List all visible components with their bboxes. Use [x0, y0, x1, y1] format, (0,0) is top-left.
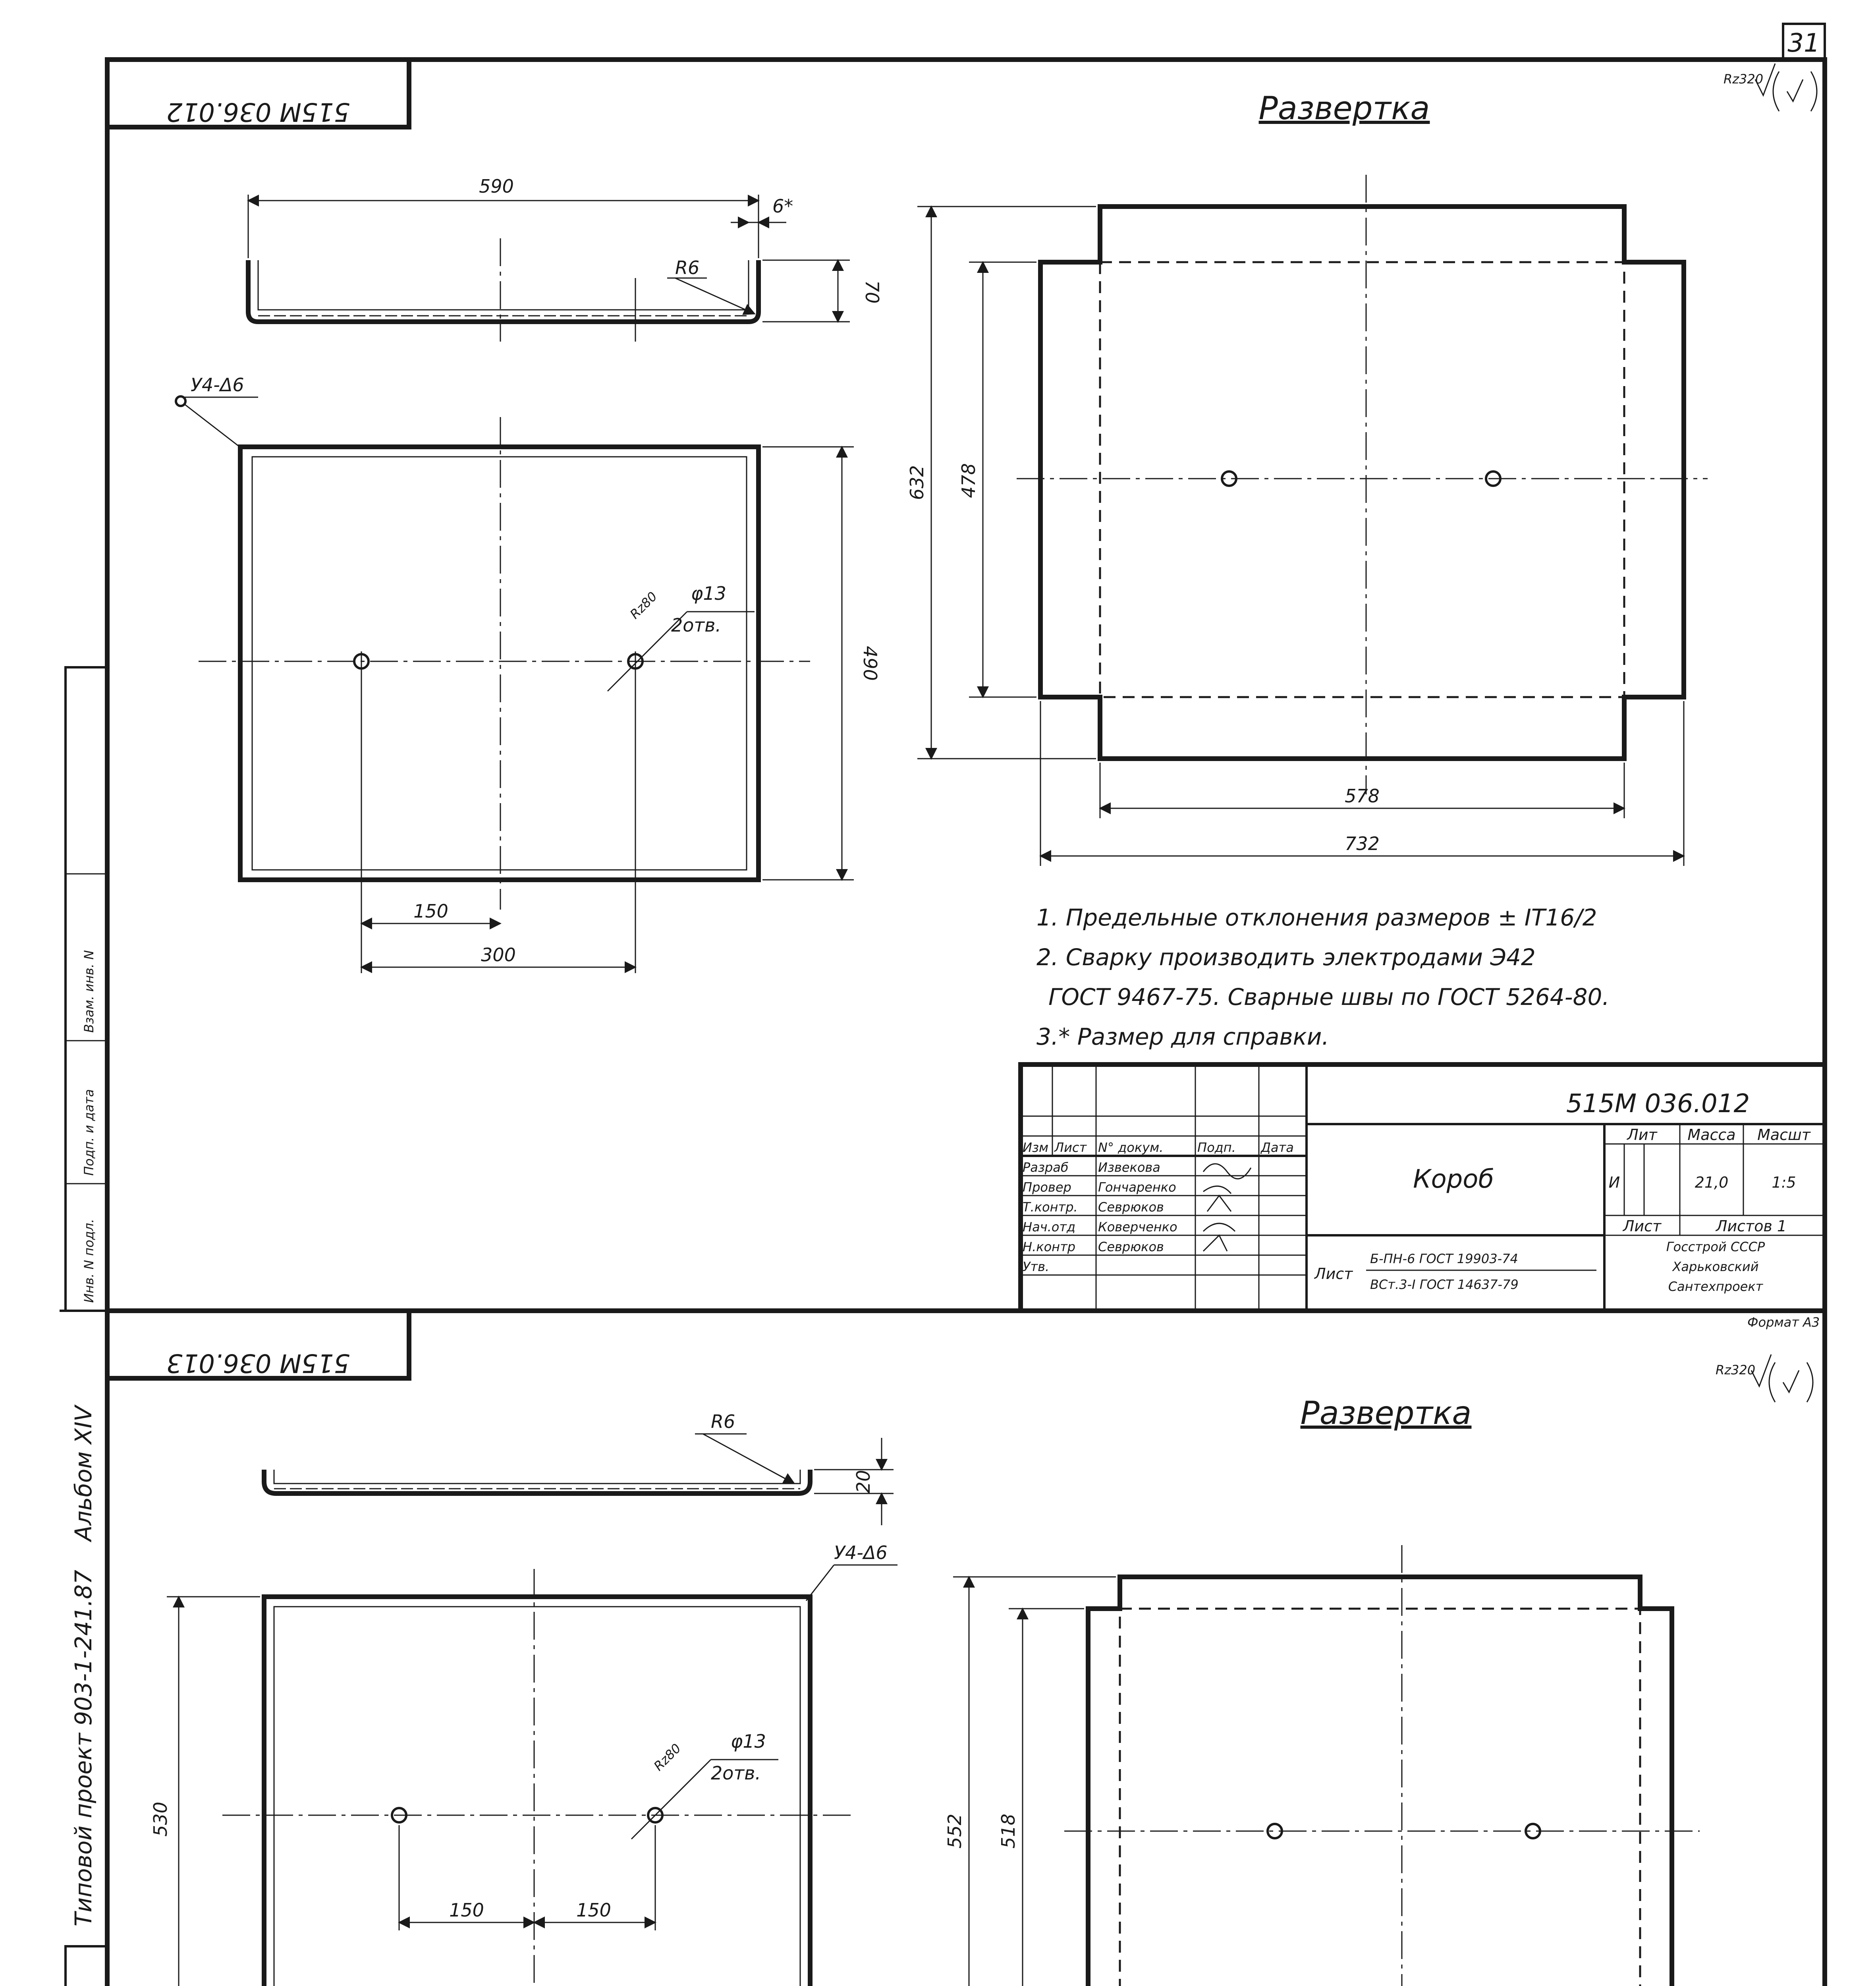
- tb1-scale-hdr: Масшт: [1757, 1126, 1810, 1144]
- tb1-format: Формат А3: [1747, 1315, 1820, 1330]
- tb1-code: 515М 036.012: [1566, 1089, 1750, 1119]
- tb1-r4a: Нач.отд: [1023, 1219, 1076, 1234]
- phi13-2: φ13: [731, 1731, 766, 1752]
- weld-2: У4-Δ6: [834, 1542, 888, 1563]
- title-block-1: [1021, 1064, 1825, 1330]
- note1-2: ГОСТ 9467-75. Сварные швы по ГОСТ 5264-80.: [1048, 983, 1610, 1010]
- tb1-r3b: Севрюков: [1098, 1200, 1164, 1215]
- dim-632: 632: [906, 465, 928, 500]
- holes-2: 2отв.: [711, 1762, 761, 1784]
- tb1-mat2: ВСт.3-I ГОСТ 14637-79: [1370, 1277, 1519, 1292]
- tb1-scale: 1:5: [1772, 1174, 1796, 1191]
- tb1-h4: Дата: [1261, 1140, 1294, 1155]
- rz80-2: Rz80: [650, 1741, 684, 1774]
- dim-552: 552: [944, 1814, 965, 1849]
- tb1-sheets-hdr: Листов 1: [1716, 1217, 1787, 1235]
- tb1-mat-label: Лист: [1314, 1265, 1353, 1283]
- weld-1: У4-Δ6: [191, 374, 244, 396]
- tb1-r2a: Провер: [1023, 1180, 1071, 1195]
- frame-side-view-2: [264, 1434, 894, 1525]
- tb1-r4b: Коверченко: [1098, 1219, 1177, 1234]
- tb1-h1: Лист: [1054, 1140, 1087, 1155]
- album-label: Альбом XIV: [70, 1406, 97, 1541]
- dim-70: 70: [861, 280, 883, 304]
- dim-530: 530: [150, 1802, 171, 1837]
- tray-plan-view-1: [176, 396, 854, 973]
- code-mirrored-1: 515М 036.012: [166, 97, 350, 126]
- dim-478: 478: [958, 463, 979, 498]
- signatures-1: [1203, 1164, 1251, 1251]
- dim-R6-1: R6: [675, 257, 700, 278]
- dim-20: 20: [853, 1470, 874, 1493]
- tb1-r2b: Гончаренко: [1098, 1180, 1176, 1195]
- phi13-1: φ13: [691, 583, 726, 604]
- tb1-org3: Сантехпроект: [1668, 1279, 1763, 1294]
- title-razvertka-1: Развертка: [1258, 90, 1430, 127]
- left-stamp-bottom: [66, 1946, 107, 1986]
- code-mirrored-2: 515М 036.013: [166, 1348, 350, 1377]
- roughness-paren-2: [1769, 1362, 1813, 1402]
- tb1-org2: Харьковский: [1672, 1259, 1759, 1274]
- title-razvertka-2: Развертка: [1300, 1395, 1472, 1432]
- tb1-mat1: Б-ПН-6 ГОСТ 19903-74: [1370, 1251, 1518, 1266]
- dim-150-1: 150: [413, 900, 448, 922]
- outer-frame: [107, 60, 1825, 1986]
- tb1-h3: Подп.: [1197, 1140, 1236, 1155]
- tb1-r1b: Извекова: [1098, 1160, 1160, 1175]
- tb1-mass: 21,0: [1695, 1174, 1729, 1191]
- tb1-org1: Госстрой СССР: [1666, 1239, 1765, 1254]
- project-label: Типовой проект 903-1-241.87: [70, 1570, 97, 1926]
- dim-732: 732: [1345, 833, 1380, 854]
- holes-1: 2отв.: [671, 614, 721, 636]
- tb1-lit-hdr: Лит: [1627, 1126, 1657, 1144]
- tb1-r3a: Т.контр.: [1023, 1200, 1078, 1215]
- rz80-1: Rz80: [627, 589, 660, 622]
- tb1-sheet-hdr: Лист: [1623, 1217, 1662, 1235]
- note1-1: 2. Сварку производить электродами Э42: [1036, 944, 1536, 971]
- stamp-top-1: Подп. и дата: [81, 1089, 97, 1176]
- dim-R6-2: R6: [711, 1411, 735, 1432]
- roughness-paren-1: [1773, 71, 1817, 111]
- dim-150-a: 150: [449, 1899, 484, 1921]
- tb1-h0: Изм: [1023, 1140, 1049, 1155]
- development-1: [917, 175, 1708, 866]
- tb1-mass-hdr: Масса: [1687, 1126, 1736, 1144]
- tb1-r5b: Севрюков: [1098, 1239, 1164, 1254]
- dim-578: 578: [1345, 785, 1380, 807]
- note1-3: 3.* Размер для справки.: [1036, 1023, 1329, 1050]
- tray-side-view-1: [248, 195, 850, 342]
- tb1-lit: И: [1608, 1174, 1620, 1191]
- dim-300: 300: [481, 944, 516, 966]
- development-2: [953, 1545, 1700, 1986]
- roughness-1: Rz320: [1724, 71, 1764, 87]
- tb1-r1a: Разраб: [1023, 1160, 1069, 1175]
- notes-1: [1036, 904, 1610, 1050]
- frame-plan-view-2: [167, 1565, 897, 1986]
- dim-590: 590: [479, 176, 514, 197]
- tb1-h2: N° докум.: [1098, 1140, 1164, 1155]
- dim-150-b: 150: [576, 1899, 611, 1921]
- note1-0: 1. Предельные отклонения размеров ± IT16/2: [1036, 904, 1597, 931]
- dim-490: 490: [859, 646, 881, 681]
- dim-6-1: 6*: [772, 195, 793, 217]
- tb1-r6a: Утв.: [1023, 1259, 1050, 1274]
- tb1-name: Короб: [1413, 1165, 1494, 1194]
- roughness-2: Rz320: [1716, 1362, 1756, 1377]
- stamp-top-2: Инв. N подл.: [81, 1219, 97, 1303]
- left-stamp-top: [66, 667, 107, 1311]
- dim-518: 518: [998, 1814, 1019, 1849]
- tb1-r5a: Н.контр: [1023, 1239, 1076, 1254]
- stamp-top-0: Взам. инв. N: [81, 950, 97, 1033]
- sheet-number: 31: [1787, 29, 1820, 58]
